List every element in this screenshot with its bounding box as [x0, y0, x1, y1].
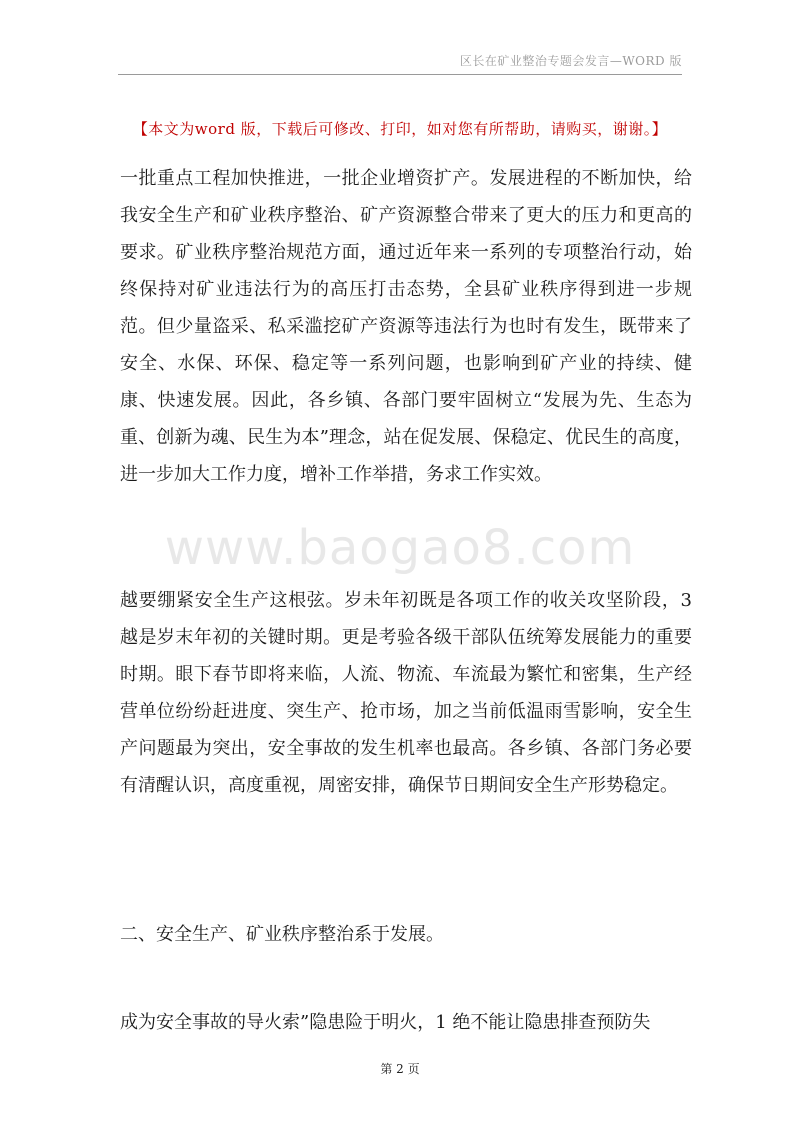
body-paragraph-3: 成为安全事故的导火索”隐患险于明火，1 绝不能让隐患排查预防失: [120, 1012, 651, 1033]
body-paragraph-1: 一批重点工程加快推进，一批企业增资扩产。发展进程的不断加快，给我安全生产和矿业秩序整治、矿产资源整合带来了更大的压力和更高的要求。矿业秩序整治规范方面，通过近年来一系列的专项整治行动，始终保持对矿业违法行为的高压打击态势，全县矿业秩序得到进一步规范。但少量盗采、私采滥挖矿产资源等违法行为也时有发生，既带来了安全、水保、环保、稳定等一系列问题，也影响到矿产业的持续、健康、快速发展。因此，各乡镇、各部门要牢固树立“发展为先、生态为重、创新为魂、民生为本”理念，站在促发展、保稳定、优民生的高度，进一步加大工作力度，增补工作举措，务求工作实效。: [120, 168, 692, 485]
page-number: 第 2 页: [380, 1062, 420, 1076]
header-divider: [118, 74, 682, 75]
watermark: www.baogao8.com: [164, 520, 636, 576]
section-heading: 二、安全生产、矿业秩序整治系于发展。: [120, 924, 444, 945]
document-header-title: 区长在矿业整治专题会发言—WORD 版: [459, 54, 682, 68]
body-paragraph-2: 越要绷紧安全生产这根弦。岁未年初既是各项工作的收关攻坚阶段，3 越是岁末年初的关键时期。更是考验各级干部队伍统筹发展能力的重要时期。眼下春节即将来临，人流、物流、车流最为繁忙和密集，生产经营单位纷纷赶进度、突生产、抢市场，加之当前低温雨雪影响，安全生产问题最为突出，安全事故的发生机率也最高。各乡镇、各部门务必要有清醒认识，高度重视，周密安排，确保节日期间安全生产形势稳定。: [120, 590, 692, 796]
download-notice: 【本文为word 版，下载后可修改、打印，如对您有所帮助，请购买，谢谢。】: [132, 120, 668, 138]
